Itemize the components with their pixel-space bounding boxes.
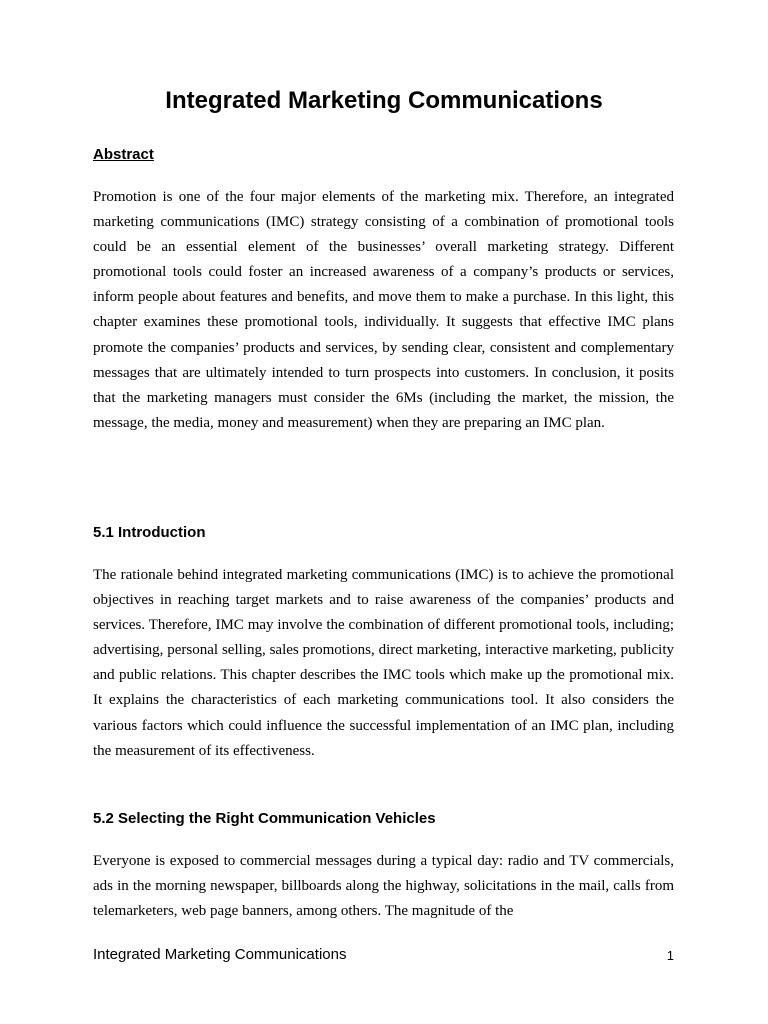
section-heading-introduction: 5.1 Introduction [93,524,206,541]
page-number: 1 [666,948,674,963]
document-title: Integrated Marketing Communications [165,87,603,114]
communication-vehicles-paragraph: Everyone is exposed to commercial messages during a typical day: radio and TV commercials, ads in the morning newspaper, billboards along the highway, solicitations in the mail, calls from telemarketers, web page banners, among others. The magnitude of the [93,853,674,920]
abstract-heading: Abstract [93,146,154,163]
introduction-paragraph: The rationale behind integrated marketing communications (IMC) is to achieve the promotional objectives in reaching target markets and to raise awareness of the companies’ products and services. Therefore, IMC may involve the combination of different promotional tools, including; advertising, personal selling, sales promotions, direct marketing, interactive marketing, publicity and public relations. This chapter describes the IMC tools which make up the promotional mix. It explains the characteristics of each marketing communications tool. It also considers the various factors which could influence the successful implementation of an IMC plan, including the measurement of its effectiveness. [93,567,674,759]
footer-running-title: Integrated Marketing Communications [93,946,347,963]
section-heading-communication-vehicles: 5.2 Selecting the Right Communication Vehicles [93,810,436,827]
abstract-paragraph: Promotion is one of the four major elements of the marketing mix. Therefore, an integrated marketing communications (IMC) strategy consisting of a combination of promotional tools could be an essential element of the businesses’ overall marketing strategy. Different promotional tools could foster an increased awareness of a company’s products or services, inform people about features and benefits, and move them to make a purchase. In this light, this chapter examines these promotional tools, individually. It suggests that effective IMC plans promote the companies’ products and services, by sending clear, consistent and complementary messages that are ultimately intended to turn prospects into customers. In conclusion, it posits that the marketing managers must consider the 6Ms (including the market, the mission, the message, the media, money and measurement) when they are preparing an IMC plan. [93,189,674,431]
